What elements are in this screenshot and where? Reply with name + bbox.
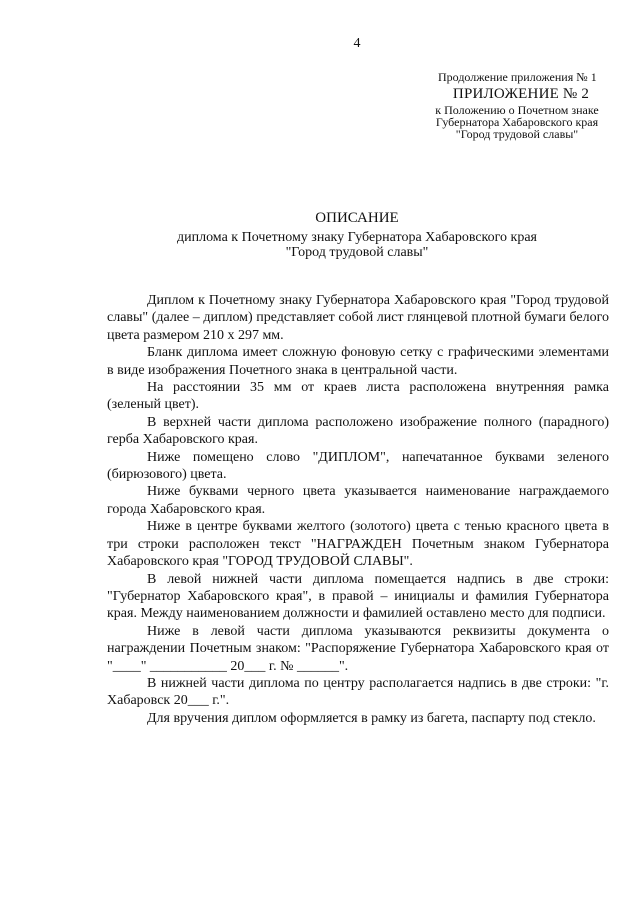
paragraph: Диплом к Почетному знаку Губернатора Хабаровского края "Город трудовой славы" (далее – диплом) представляет собой лист глянцевой плотной бумаги белого цвета размером 210 х 297 мм.: [107, 293, 609, 343]
paragraph: Для вручения диплом оформляется в рамку из багета, паспарту под стекло.: [147, 710, 596, 726]
document-subtitle: [0, 230, 640, 260]
page-number: 4: [353, 36, 361, 51]
paragraph: В нижней части диплома по центру располагается надпись в две строки: "г. Хабаровск 20___ г.".: [107, 675, 609, 709]
subtitle-line: "Город трудовой славы": [285, 245, 429, 260]
paragraph: Ниже в центре буквами желтого (золотого) цвета с тенью красного цвета в три строки расположен текст "НАГРАЖДЕН Почетным знаком Губернатора Хабаровского края "ГОРОД ТРУДОВОЙ СЛАВЫ".: [107, 519, 609, 570]
appendix-reference-line: "Город трудовой славы": [455, 127, 579, 141]
subtitle-line: диплома к Почетному знаку Губернатора Хабаровского края: [176, 230, 537, 245]
paragraph: На расстоянии 35 мм от краев листа расположена внутренняя рамка (зеленый цвет).: [107, 380, 609, 413]
paragraph: В левой нижней части диплома помещается надпись в две строки: "Губернатор Хабаровского края", в правой – инициалы и фамилия Губернатора края. Между наименованием должности и фамилией оставлено место для подписи.: [107, 571, 609, 622]
appendix-title: ПРИЛОЖЕНИЕ № 2: [452, 86, 590, 102]
paragraph: В верхней части диплома расположено изображение полного (парадного) герба Хабаровского края.: [107, 414, 609, 448]
continuation-note: Продолжение приложения № 1: [438, 70, 597, 84]
paragraph: Бланк диплома имеет сложную фоновую сетку с графическими элементами в виде изображения Почетного знака в центральной части.: [107, 345, 609, 378]
appendix-reference: [420, 104, 614, 140]
appendix-reference-line: к Положению о Почетном знаке: [435, 103, 599, 117]
document-title: ОПИСАНИЕ: [315, 210, 399, 226]
paragraph: Ниже буквами черного цвета указывается наименование награждаемого города Хабаровского края.: [107, 484, 609, 517]
appendix-reference-line: Губернатора Хабаровского края: [435, 115, 599, 129]
paragraph: Ниже помещено слово "ДИПЛОМ", напечатанное буквами зеленого (бирюзового) цвета.: [107, 449, 609, 483]
document-body: [107, 292, 609, 727]
paragraph: Ниже в левой части диплома указываются реквизиты документа о награждении Почетным знаком: "Распоряжение Губернатора Хабаровского края от "____" ___________ 20___ г. № ______".: [107, 623, 609, 674]
